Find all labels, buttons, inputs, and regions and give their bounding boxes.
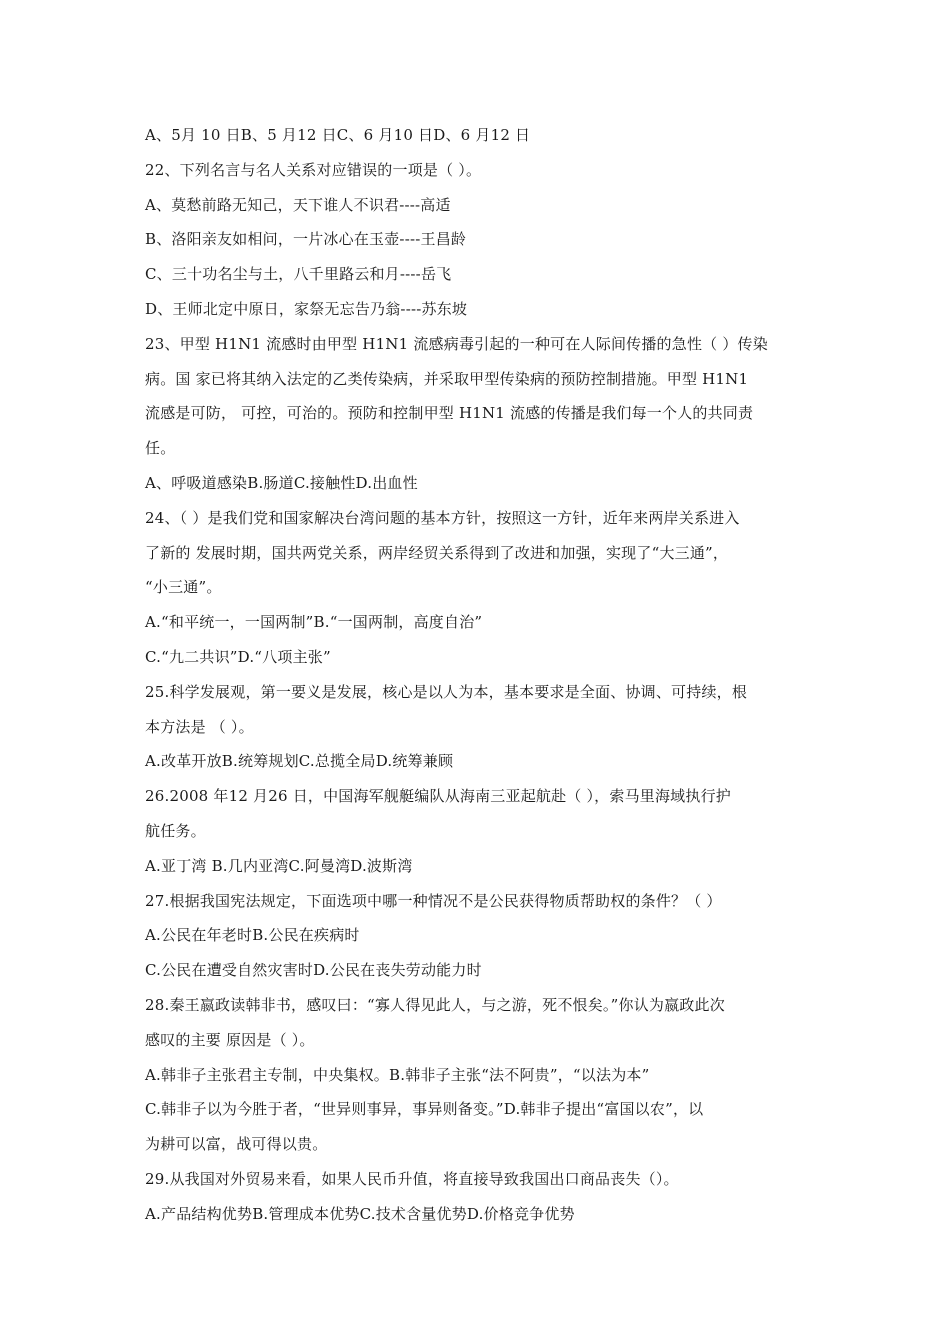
text-line: 流感是可防， 可控，可治的。预防和控制甲型 H1N1 流感的传播是我们每一个人的共同责 — [145, 404, 754, 423]
text-line: C.“九二共识”D.“八项主张” — [145, 647, 331, 666]
text-line: 航任务。 — [145, 821, 206, 840]
text-line: A、呼吸道感染B.肠道C.接触性D.出血性 — [145, 473, 418, 492]
text-line: 病。国 家已将其纳入法定的乙类传染病，并采取甲型传染病的预防控制措施。甲型 H1N1 — [145, 369, 749, 388]
text-line: 22、下列名言与名人关系对应错误的一项是（ ）。 — [145, 160, 482, 179]
text-line: C.韩非子以为今胜于者，“世异则事异，事异则备变。”D.韩非子提出“富国以农”，以 — [145, 1100, 704, 1119]
text-line: D、王师北定中原日，家祭无忘告乃翁----苏东坡 — [145, 299, 468, 318]
text-line: A.公民在年老时B.公民在疾病时 — [145, 926, 360, 945]
text-line: 23、甲型 H1N1 流感时由甲型 H1N1 流感病毒引起的一种可在人际间传播的急性（ ）传染 — [145, 334, 768, 353]
text-line: 了新的 发展时期，国共两党关系，两岸经贸关系得到了改进和加强，实现了“大三通”， — [145, 543, 729, 562]
text-line: 26.2008 年12 月26 日，中国海军舰艇编队从海南三亚起航赴（ ），索马里海域执行护 — [145, 787, 731, 806]
text-line: 为耕可以富，战可得以贵。 — [145, 1135, 328, 1154]
text-line: A.改革开放B.统筹规划C.总揽全局D.统筹兼顾 — [145, 752, 454, 771]
text-line: 28.秦王嬴政读韩非书，感叹曰：“寡人得见此人，与之游，死不恨矣。”你认为嬴政此次 — [145, 995, 725, 1014]
text-line: A.产品结构优势B.管理成本优势C.技术含量优势D.价格竞争优势 — [145, 1204, 575, 1223]
text-line: A、莫愁前路无知己，天下谁人不识君----高适 — [145, 195, 451, 214]
text-line: 本方法是 （ ）。 — [145, 717, 254, 736]
text-line: A.韩非子主张君主专制，中央集权。B.韩非子主张“法不阿贵”，“以法为本” — [145, 1065, 650, 1084]
text-line: 24、（ ）是我们党和国家解决台湾问题的基本方针，按照这一方针，近年来两岸关系进入 — [145, 508, 740, 527]
text-line: A.亚丁湾 B.几内亚湾C.阿曼湾D.波斯湾 — [145, 856, 413, 875]
text-line: 27.根据我国宪法规定，下面选项中哪一种情况不是公民获得物质帮助权的条件？（ ） — [145, 891, 722, 910]
text-line: 29.从我国对外贸易来看，如果人民币升值，将直接导致我国出口商品丧失（）。 — [145, 1169, 679, 1188]
text-line: A、5月 10 日B、5 月12 日C、6 月10 日D、6 月12 日 — [145, 126, 531, 144]
document-page — [145, 118, 810, 1232]
text-line: “小三通”。 — [145, 578, 222, 597]
text-line: 感叹的主要 原因是（ ）。 — [145, 1030, 315, 1049]
text-line: C.公民在遭受自然灾害时D.公民在丧失劳动能力时 — [145, 961, 482, 980]
text-line: A.“和平统一，一国两制”B.“一国两制，高度自治” — [145, 613, 483, 632]
text-line: 任。 — [145, 439, 176, 458]
text-line: C、三十功名尘与土，八千里路云和月----岳飞 — [145, 265, 452, 284]
text-line: 25.科学发展观，第一要义是发展，核心是以人为本，基本要求是全面、协调、可持续，根 — [145, 682, 748, 701]
text-line: B、洛阳亲友如相问，一片冰心在玉壶----王昌龄 — [145, 230, 467, 249]
